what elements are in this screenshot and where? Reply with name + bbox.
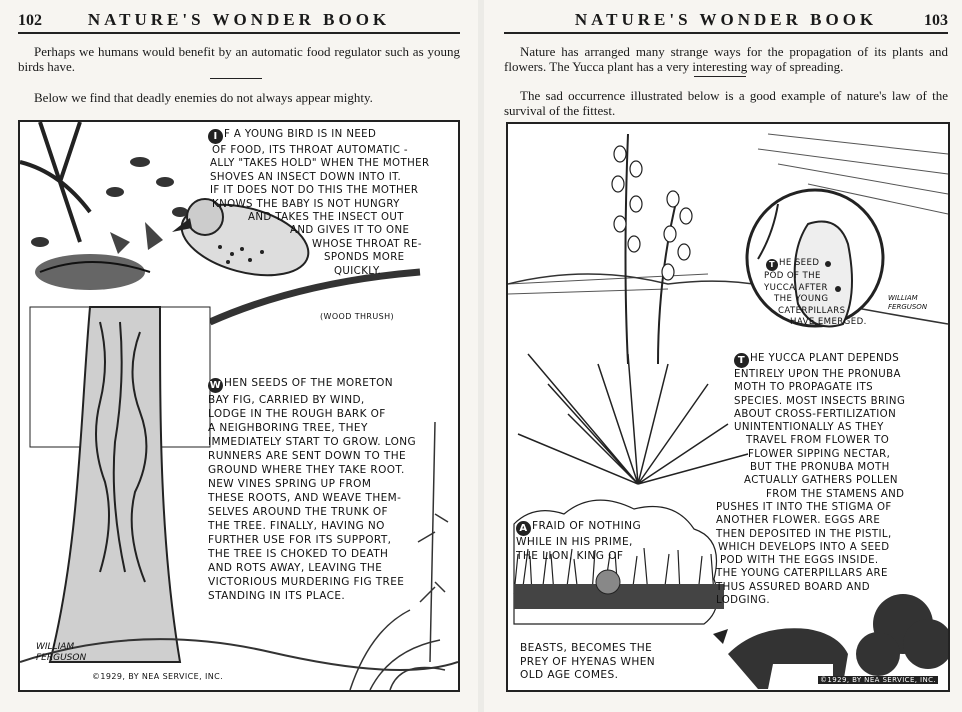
lion-caption-top: A FRAID OF NOTHING WHILE IN HIS PRIME, THE LION, KING OF <box>516 520 642 562</box>
lion-caption-bottom: BEASTS, BECOMES THE PREY OF HYENAS WHEN OLD AGE COMES. <box>520 642 656 681</box>
bird-caption: I F A YOUNG BIRD IS IN NEED OF FOOD, ITS THROAT AUTOMATIC - ALLY "TAKES HOLD" WHEN THE MOTHER SHOVES AN INSECT DOWN INTO IT. IF IT DOES NOT DO THIS THE MOTHER KNOWS THE BABY IS NOT HUNGRY AND TAKES THE INSECT OUT AND GIVES IT TO ONE WHOSE THROAT RE- SPONDS MORE QUICKLY. <box>210 129 430 277</box>
book-title: NATURE'S WONDER BOOK <box>574 10 878 29</box>
bird-species-label: (WOOD THRUSH) <box>320 312 395 321</box>
book-title: NATURE'S WONDER BOOK <box>87 10 391 29</box>
intro-paragraph: The sad occurrence illustrated below is a good example of nature's law of the survival of the fittest. <box>504 88 948 118</box>
intro-paragraph: Below we find that deadly enemies do not always appear mighty. <box>34 90 373 105</box>
right-page <box>484 0 962 712</box>
page-number: 102 <box>18 12 42 29</box>
section-divider <box>210 78 262 79</box>
artist-signature: WILLIAM FERGUSON <box>36 642 87 663</box>
yucca-caption: T HE YUCCA PLANT DEPENDS ENTIRELY UPON THE PRONUBA MOTH TO PROPAGATE ITS SPECIES. MOST INSECTS BRING ABOUT CROSS-FERTILIZATION UNINTENTIONALLY AS THEY TRAVEL FROM FLOWER TO FLOWER SIPPING NECTAR, BUT THE PRONUBA MOTH ACTUALLY GATHERS POLLEN FROM THE STAMENS AND PUSHES IT INTO THE STIGMA OF ANOTHER FLOWER. EGGS ARE THEN DEPOSITED IN THE PISTIL, WHICH DEVELOPS INTO A SEED POD WITH THE EGGS INSIDE. THE YOUNG CATERPILLARS ARE THUS ASSURED BOARD AND LODGING. <box>716 353 906 607</box>
page-header <box>18 10 460 34</box>
page-header <box>504 10 948 34</box>
intro-paragraph: Nature has arranged many strange ways for the propagation of its plants and flowers. The Yucca plant has a very interesting way of spreading. <box>504 44 948 74</box>
left-page <box>0 0 478 712</box>
intro-paragraph: Perhaps we humans would benefit by an automatic food regulator such as young birds have. <box>18 44 460 74</box>
section-divider <box>694 76 746 77</box>
page-number: 103 <box>924 12 948 29</box>
drop-cap: W <box>209 380 222 391</box>
illustration-panel-yucca-lion <box>506 122 950 692</box>
copyright-notice: ©1929, BY NEA SERVICE, INC. <box>92 672 224 681</box>
fig-caption: W HEN SEEDS OF THE MORETON BAY FIG, CARRIED BY WIND, LODGE IN THE ROUGH BARK OF A NEIGHBORING TREE, THEY IMMEDIATELY START TO GROW. LONG RUNNERS ARE SENT DOWN TO THE GROUND WHERE THEY TAKE ROOT. NEW VINES SPRING UP FROM THESE ROOTS, AND WEAVE THEM- SELVES AROUND THE TRUNK OF THE TREE. FINALLY, HAVING NO FURTHER USE FOR ITS SUPPORT, THE TREE IS CHOKED TO DEATH AND ROTS AWAY, LEAVING THE VICTORIOUS MURDERING FIG TREE STANDING IN ITS PLACE. <box>208 377 417 602</box>
drop-cap: A <box>516 521 531 536</box>
copyright-notice: ©1929, BY NEA SERVICE, INC. <box>820 676 937 684</box>
drop-cap: I <box>208 129 223 144</box>
artist-signature: WILLIAM FERGUSON <box>888 294 928 311</box>
drop-cap: T <box>766 259 778 271</box>
seed-pod-caption: T HE SEED POD OF THE YUCCA AFTER THE YOUNG CATERPILLARS HAVE EMERGED. <box>764 258 867 327</box>
illustration-panel-bird-fig <box>18 120 460 692</box>
drop-cap: T <box>734 353 749 368</box>
